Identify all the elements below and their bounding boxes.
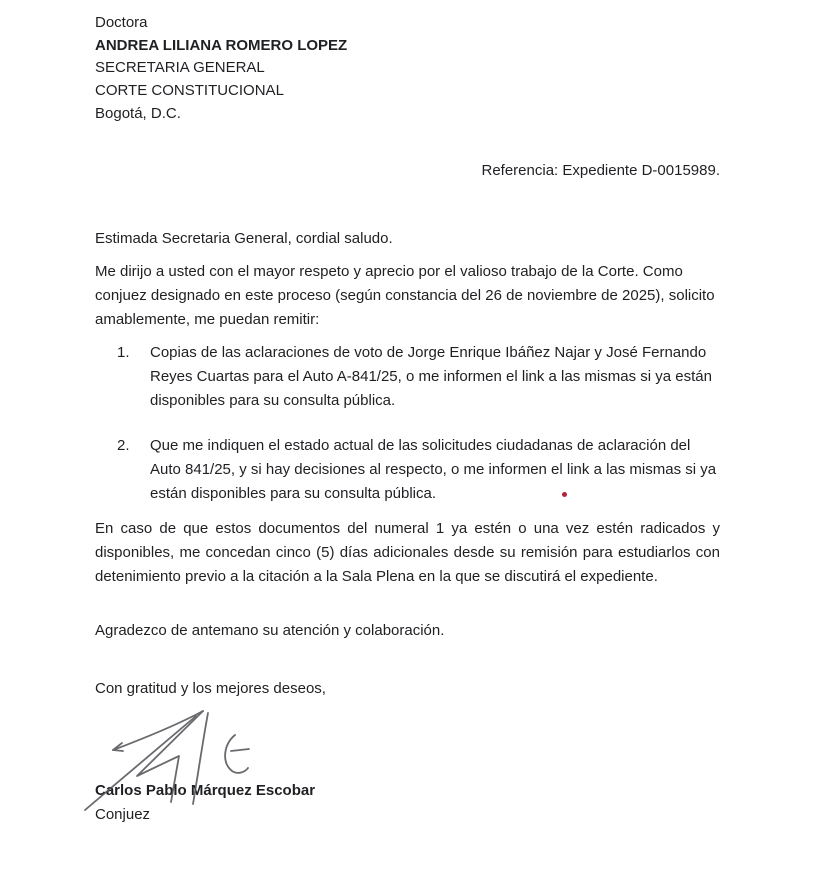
- request-item: [95, 434, 720, 506]
- request-item: [95, 341, 720, 413]
- annotation-dot: [562, 492, 567, 497]
- intro-paragraph: Me dirijo a usted con el mayor respeto y aprecio por el valioso trabajo de la Corte. Como conjuez designado en este proceso (según constancia del 26 de noviembre de 2025), solicito amablemente, me puedan remitir:: [95, 262, 715, 328]
- signer-role: Conjuez: [95, 805, 151, 823]
- request-list: [95, 341, 720, 506]
- thanks-paragraph: Agradezco de antemano su atención y colaboración.: [95, 621, 445, 639]
- recipient-name: ANDREA LILIANA ROMERO LOPEZ: [95, 36, 348, 54]
- request-text: Que me indiquen el estado actual de las solicitudes ciudadanas de aclaración del Auto 841/25, y si hay decisiones al respecto, o me informen el link a las mismas si ya están disponibles para su consulta pública.: [150, 436, 717, 502]
- request-text: Copias de las aclaraciones de voto de Jorge Enrique Ibáñez Najar y José Fernando Reyes Cuartas para el Auto A-841/25, o me informen el link a las mismas si ya están disponibles para su consulta pública.: [150, 343, 712, 409]
- recipient-salutation: Doctora: [95, 14, 148, 31]
- closing-paragraph: Con gratitud y los mejores deseos,: [95, 679, 326, 697]
- recipient-institution: CORTE CONSTITUCIONAL: [95, 82, 284, 100]
- conditions-paragraph: En caso de que estos documentos del numeral 1 ya estén o una vez estén radicados y disponibles, me concedan cinco (5) días adicionales desde su remisión para estudiarlos con detenimiento previo a la citación a la Sala Plena en la que se discutirá el expediente.: [95, 519, 720, 585]
- recipient-title: SECRETARIA GENERAL: [95, 59, 265, 77]
- recipient-address-block: [95, 12, 720, 126]
- reference-line: Referencia: Expediente D-0015989.: [481, 161, 720, 179]
- signer-name: Carlos Pablo Márquez Escobar: [95, 781, 316, 799]
- request-number: 1.: [117, 343, 130, 361]
- greeting-line: Estimada Secretaria General, cordial saludo.: [95, 229, 393, 247]
- recipient-city: Bogotá, D.C.: [95, 104, 181, 122]
- request-number: 2.: [117, 436, 130, 454]
- signature-block: [95, 779, 720, 827]
